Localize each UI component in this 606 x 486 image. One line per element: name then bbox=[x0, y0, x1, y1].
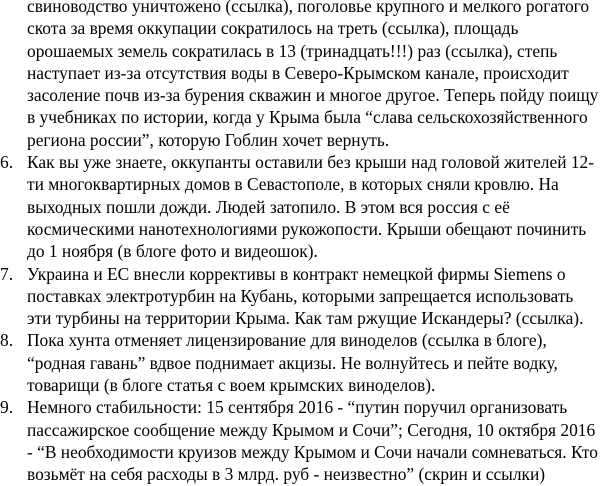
text-line: до 1 ноября (в блоге фото и видеошок). bbox=[27, 241, 318, 262]
list-item-8 bbox=[0, 329, 606, 396]
text-line: скота за время оккупации сократилось на треть (ссылка), площадь bbox=[27, 18, 519, 39]
list-item-7 bbox=[0, 263, 606, 330]
text-line: наступает из-за отсутствия воды в Северо-Крымском канале, происходит bbox=[27, 62, 569, 83]
text-line: эти турбины на территории Крыма. Как там ржущие Искандеры? (ссылка). bbox=[27, 308, 584, 329]
text-line: в учебниках по истории, когда у Крыма была “слава сельскохозяйственного bbox=[27, 107, 588, 128]
text-line: ти многоквартирных домов в Севастополе, в которых сняли кровлю. На bbox=[27, 174, 559, 195]
text-line: возьмёт на себя расходы в 3 млрд. руб - неизвестно” (скрин и ссылки) bbox=[27, 464, 546, 485]
list-number: 9. bbox=[0, 397, 14, 418]
text-line: поставках электротурбин на Кубань, которыми запрещается использовать bbox=[27, 285, 574, 306]
list-number: 8. bbox=[0, 330, 14, 351]
text-line: - “В необходимости круизов между Крымом и Сочи начали сомневаться. Кто bbox=[27, 441, 598, 462]
text-line: орошаемых земель сократилась в 13 (тринадцать!!!) раз (ссылка), степь bbox=[27, 40, 558, 61]
text-line: Пока хунта отменяет лицензирование для виноделов (ссылка в блоге), bbox=[27, 330, 547, 351]
text-line: региона россии”, которую Гоблин хочет вернуть. bbox=[27, 129, 390, 150]
list-number: 7. bbox=[0, 263, 14, 284]
text-line: космическими нанотехнологиями рукожопости. Крыши обещают починить bbox=[27, 218, 587, 239]
text-line: товарищи (в блоге статья с воем крымских виноделов). bbox=[27, 375, 436, 396]
list-item-9 bbox=[0, 396, 606, 485]
text-line: Как вы уже знаете, оккупанты оставили без крыши над головой жителей 12- bbox=[27, 152, 595, 173]
list-number: 6. bbox=[0, 152, 14, 173]
text-line: пассажирское сообщение между Крымом и Сочи”; Сегодня, 10 октября 2016 bbox=[27, 419, 596, 440]
text-line: Немного стабильности: 15 сентября 2016 - “путин поручил организовать bbox=[27, 397, 568, 418]
text-line: свиноводство уничтожено (ссылка), поголовье крупного и мелкого рогатого bbox=[27, 0, 590, 16]
list-item-6 bbox=[0, 151, 606, 262]
text-line: Украина и ЕС внесли коррективы в контракт немецкой фирмы Siemens о bbox=[27, 263, 566, 284]
text-line: выходных пошли дожди. Людей затопило. В этом вся россия с её bbox=[27, 196, 510, 217]
list-item-continuation bbox=[0, 0, 606, 151]
text-line: “родная гавань” вдвое поднимает акцизы. Не волнуйтесь и пейте водку, bbox=[27, 352, 558, 373]
text-line: засоление почв из-за бурения скважин и многое другое. Теперь пойду поищу bbox=[27, 85, 599, 106]
